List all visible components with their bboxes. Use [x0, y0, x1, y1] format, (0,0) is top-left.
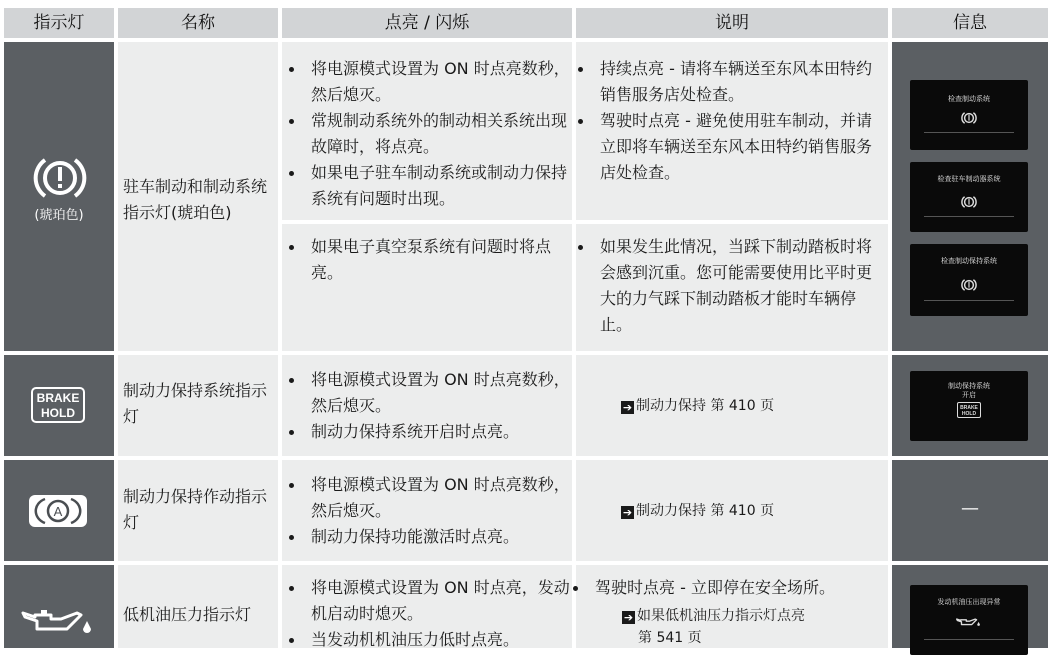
brake-system-warning-icon [960, 278, 978, 292]
list-item: 驾驶时点亮 - 立即停在安全场所。 [566, 575, 886, 601]
list-item: 将电源模式设置为 ON 时点亮数秒，然后熄灭。 [282, 472, 570, 524]
display-screen-5: 发动机油压出现异常 [910, 585, 1028, 655]
row4-explanation-cell [576, 565, 888, 648]
arrow-right-icon: ➔ [622, 506, 633, 519]
list-item: 将电源模式设置为 ON 时点亮数秒，然后熄灭。 [282, 367, 570, 419]
display-screen-1: 检查制动系统 [910, 80, 1028, 150]
page-reference[interactable]: ➔ 制动力保持 第 410 页 [622, 398, 775, 414]
arrow-right-icon: ➔ [623, 611, 634, 624]
row3-name-cell [118, 460, 278, 561]
list-item: 制动力保持系统开启时点亮。 [282, 419, 570, 445]
row4-conditions-cell [282, 565, 572, 648]
brake-system-warning-icon [960, 195, 978, 209]
row1-info-cell [892, 42, 1048, 351]
svg-text:A: A [53, 504, 63, 519]
row3-explanation-cell [576, 460, 888, 561]
row1b-conditions-cell [282, 224, 572, 351]
row1-icon-cell [4, 42, 114, 351]
list-item: 常规制动系统外的制动相关系统出现故障时，将点亮。 [282, 108, 570, 160]
header-on-flash: 点亮 / 闪烁 [282, 8, 572, 38]
oil-pressure-icon [956, 617, 982, 628]
row1a-explanation-cell [576, 42, 888, 220]
row2-icon-cell [4, 355, 114, 456]
list-item: 持续点亮 - 请将车辆送至东风本田特约销售服务店处检查。 [571, 56, 885, 108]
list-item: 将电源模式设置为 ON 时点亮，发动机启动时熄灭。 [282, 575, 570, 627]
list-item: 如果发生此情况，当踩下制动踏板时将会感到沉重。您可能需要使用比平时更大的力气踩下制动踏板才能时车辆停止。 [571, 234, 885, 338]
row1-name-cell [118, 42, 278, 351]
display-screen-3: 检查制动保持系统 [910, 244, 1028, 316]
oil-pressure-icon [21, 607, 97, 639]
brake-hold-icon: BRAKE HOLD [31, 387, 85, 423]
row4-info-cell [892, 565, 1048, 648]
row1b-explanation-cell [576, 224, 888, 351]
list-item: 如果电子驻车制动系统或制动力保持系统有问题时出现。 [282, 160, 570, 212]
brake-system-warning-icon [960, 111, 978, 125]
row3-icon-cell [4, 460, 114, 561]
header-name: 名称 [118, 8, 278, 38]
header-indicator: 指示灯 [4, 8, 114, 38]
row1-name: 驻车制动和制动系统指示灯(琥珀色) [123, 177, 268, 222]
page-number: 第 541 页 [638, 630, 702, 646]
header-info: 信息 [892, 8, 1048, 38]
list-item: 制动力保持功能激活时点亮。 [282, 524, 570, 550]
row3-name: 制动力保持作动指示灯 [123, 487, 268, 532]
row4-icon-cell [4, 565, 114, 648]
arrow-right-icon: ➔ [622, 401, 633, 414]
row2-info-cell [892, 355, 1048, 456]
row2-name-cell [118, 355, 278, 456]
row2-explanation-cell [576, 355, 888, 456]
amber-label: (琥珀色) [34, 208, 84, 223]
no-message-dash: — [961, 498, 979, 519]
list-item: 当发动机机油压力低时点亮。 [282, 627, 570, 653]
row2-conditions-cell [282, 355, 572, 456]
brake-system-warning-icon [33, 154, 87, 202]
display-screen-4: 制动保持系统 开启 BRAKE HOLD [910, 371, 1028, 441]
page-reference[interactable]: ➔ 制动力保持 第 410 页 [622, 503, 775, 519]
list-item: 驾驶时点亮 - 避免使用驻车制动，并请立即将车辆送至东风本田特约销售服务店处检查。 [571, 108, 885, 186]
list-item: 将电源模式设置为 ON 时点亮数秒，然后熄灭。 [282, 56, 570, 108]
page-reference[interactable]: ➔ 如果低机油压力指示灯点亮 [623, 608, 805, 624]
row3-info-cell [892, 460, 1048, 561]
display-screen-2: 检查驻车制动器系统 [910, 162, 1028, 232]
row3-conditions-cell [282, 460, 572, 561]
row4-name-cell [118, 565, 278, 648]
brake-hold-icon: BRAKE HOLD [957, 402, 981, 418]
row1a-conditions-cell [282, 42, 572, 220]
brake-hold-active-icon [29, 495, 87, 527]
list-item: 如果电子真空泵系统有问题时将点亮。 [282, 234, 570, 286]
row2-name: 制动力保持系统指示灯 [123, 381, 268, 426]
row4-name: 低机油压力指示灯 [123, 605, 252, 624]
header-explanation: 说明 [576, 8, 888, 38]
